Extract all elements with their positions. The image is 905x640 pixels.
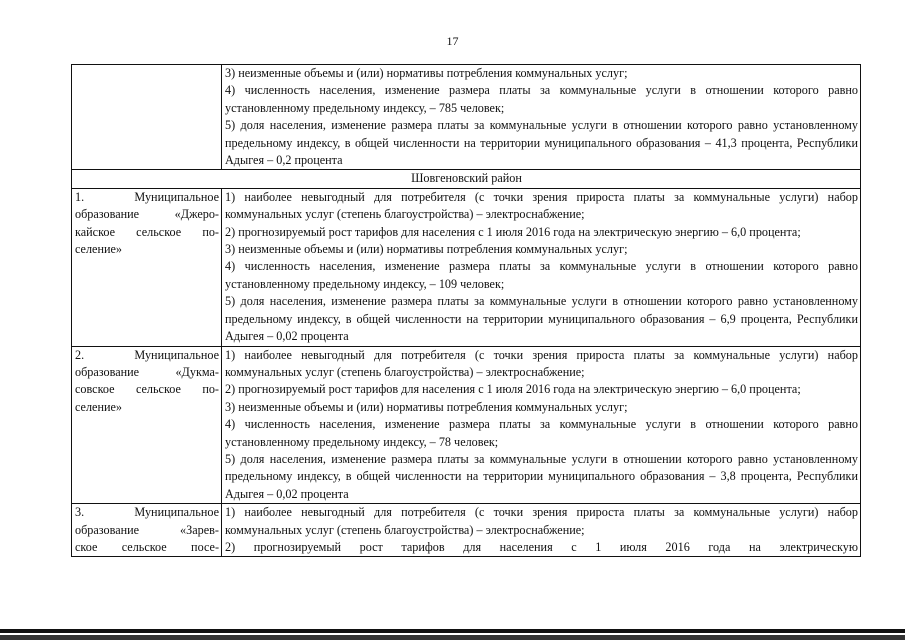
municipality-name <box>72 504 222 557</box>
list-item: 5) доля населения, изменение размера платы за коммунальные услуги в отношении которого равно установленному предельному индексу, в общей численности на территории муниципального образования – 41,3 процента, Республики Адыгея – 0,2 процента <box>225 118 858 168</box>
table-row <box>72 65 861 170</box>
text-line: 1. Муниципальное <box>75 189 219 204</box>
table-cell-content <box>222 65 861 170</box>
municipality-name <box>72 346 222 504</box>
scan-edge-line <box>0 629 905 633</box>
table-row <box>72 346 861 504</box>
list-item: 3) неизменные объемы и (или) нормативы потребления коммунальных услуг; <box>225 399 628 414</box>
list-item: 5) доля населения, изменение размера платы за коммунальные услуги в отношении которого равно установленному предельному индексу, в общей численности на территории муниципального образования – 6,9 процента, Республики Адыгея – 0,02 процента <box>225 294 858 344</box>
list-item: 3) неизменные объемы и (или) нормативы потребления коммунальных услуг; <box>225 66 628 80</box>
text-line: селение» <box>75 399 123 414</box>
district-heading: Шовгеновский район <box>72 170 861 188</box>
list-item: 4) численность населения, изменение размера платы за коммунальные услуги в отношении которого равно установленному предельному индексу, – 785 человек; <box>225 83 858 115</box>
text-line: селение» <box>75 242 123 257</box>
table-cell-empty <box>72 65 222 170</box>
text-line: 2. Муниципальное <box>75 347 219 362</box>
municipality-name <box>72 188 222 346</box>
table-cell-content <box>222 346 861 504</box>
text-line: образование «Джеро- <box>75 207 219 222</box>
text-line: совское сельское по- <box>75 382 219 397</box>
list-item: 2) прогнозируемый рост тарифов для населения с 1 июля 2016 года на электрическую энергию – 6,0 процента; <box>225 382 801 397</box>
text-line: кайское сельское по- <box>75 224 219 239</box>
list-item: 1) наиболее невыгодный для потребителя (с точки зрения прироста платы за коммунальные услуги) набор коммунальных услуг (степень благоустройства) – электроснабжение; <box>225 505 858 537</box>
table-row <box>72 188 861 346</box>
scan-edge-line <box>0 635 905 640</box>
list-item: 2) прогнозируемый рост тарифов для населения с 1 июля 2016 года на электрическую <box>225 539 858 554</box>
table-row <box>72 504 861 557</box>
document-table <box>71 64 861 557</box>
list-item: 4) численность населения, изменение размера платы за коммунальные услуги в отношении которого равно установленному предельному индексу, – 109 человек; <box>225 259 858 291</box>
list-item: 2) прогнозируемый рост тарифов для населения с 1 июля 2016 года на электрическую энергию – 6,0 процента; <box>225 224 801 239</box>
list-item: 3) неизменные объемы и (или) нормативы потребления коммунальных услуг; <box>225 242 628 257</box>
district-row <box>72 170 861 188</box>
list-item: 1) наиболее невыгодный для потребителя (с точки зрения прироста платы за коммунальные услуги) набор коммунальных услуг (степень благоустройства) – электроснабжение; <box>225 189 858 222</box>
table-cell-content <box>222 188 861 346</box>
list-item: 5) доля населения, изменение размера платы за коммунальные услуги в отношении которого равно установленному предельному индексу, в общей численности на территории муниципального образования – 3,8 процента, Республики Адыгея – 0,02 процента <box>225 451 858 501</box>
list-item: 1) наиболее невыгодный для потребителя (с точки зрения прироста платы за коммунальные услуги) набор коммунальных услуг (степень благоустройства) – электроснабжение; <box>225 347 858 379</box>
text-line: 3. Муниципальное <box>75 505 219 520</box>
table-cell-content <box>222 504 861 557</box>
list-item: 4) численность населения, изменение размера платы за коммунальные услуги в отношении которого равно установленному предельному индексу, – 78 человек; <box>225 417 858 449</box>
text-line: ское сельское посе- <box>75 539 219 554</box>
page-number: 17 <box>446 34 459 48</box>
text-line: образование «Дукма- <box>75 364 219 379</box>
text-line: образование «Зарев- <box>75 522 219 537</box>
